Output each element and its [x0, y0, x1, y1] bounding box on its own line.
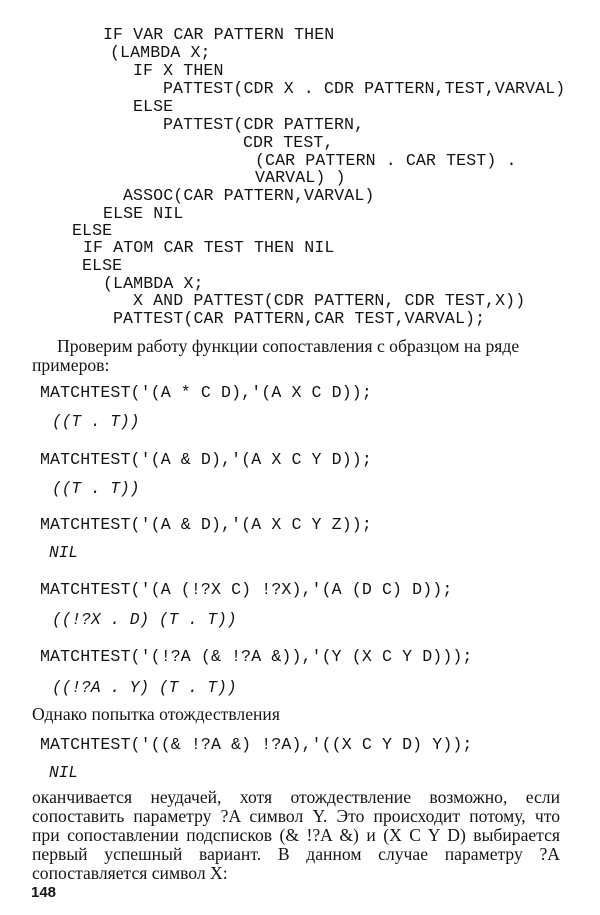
example-call: MATCHTEST('(A & D),'(A X C Y D)); [40, 450, 372, 469]
example-result: ((T . T)) [52, 413, 140, 431]
example-call: MATCHTEST('(A * C D),'(A X C D)); [40, 383, 372, 402]
example-result: ((!?X . D) (T . T)) [52, 611, 237, 629]
example-result: NIL [49, 544, 79, 562]
code-line: X AND PATTEST(CDR PATTERN, CDR TEST,X)) [133, 291, 526, 310]
code-line: (CAR PATTERN . CAR TEST) . [255, 151, 517, 170]
example-call: MATCHTEST('(A (!?X C) !?X),'(A (D C) D)); [40, 580, 453, 599]
intro-paragraph-line: примеров: [32, 355, 110, 375]
paragraph-line: оканчивается неудачей, хотя отождествление возможно, если [32, 787, 560, 807]
page-number: 148 [31, 884, 57, 901]
paragraph-line: первый успешный вариант. В данном случае параметру ?A [32, 844, 560, 864]
failing-example-call: MATCHTEST('((& !?A &) !?A),'((X C Y D) Y)); [40, 735, 473, 754]
code-line: ELSE NIL [103, 204, 184, 223]
code-line: IF X THEN [133, 61, 224, 80]
example-call: MATCHTEST('(!?A (& !?A &)),'(Y (X C Y D))); [40, 647, 473, 666]
code-line: (LAMBDA X; [110, 43, 211, 62]
code-line: PATTEST(CDR PATTERN, [163, 115, 365, 134]
paragraph-line: сопоставляется символ X: [32, 863, 228, 883]
intro-paragraph-line: Проверим работу функции сопоставления с образцом на ряде [57, 336, 520, 356]
code-line: IF ATOM CAR TEST THEN NIL [83, 238, 335, 257]
code-line: (LAMBDA X; [103, 274, 204, 293]
code-line: PATTEST(CDR X . CDR PATTERN,TEST,VARVAL) [163, 79, 566, 98]
code-line: VARVAL) ) [255, 168, 346, 187]
code-line: ELSE [72, 221, 113, 240]
code-line: ELSE [82, 256, 123, 275]
failing-example-result: NIL [49, 764, 79, 782]
example-result: ((!?A . Y) (T . T)) [52, 679, 237, 697]
code-line: ASSOC(CAR PATTERN,VARVAL) [123, 186, 375, 205]
paragraph-line: при сопоставлении подсписков (& !?A &) и (X C Y D) выбирается [32, 825, 560, 845]
paragraph-line: сопоставить параметру ?A символ Y. Это происходит потому, что [32, 806, 560, 826]
code-line: IF VAR CAR PATTERN THEN [103, 25, 335, 44]
code-line: PATTEST(CAR PATTERN,CAR TEST,VARVAL); [113, 309, 486, 328]
code-line: CDR TEST, [243, 133, 334, 152]
however-text: Однако попытка отождествления [32, 704, 280, 724]
code-line: ELSE [133, 97, 174, 116]
example-call: MATCHTEST('(A & D),'(A X C Y Z)); [40, 515, 372, 534]
example-result: ((T . T)) [52, 480, 140, 498]
